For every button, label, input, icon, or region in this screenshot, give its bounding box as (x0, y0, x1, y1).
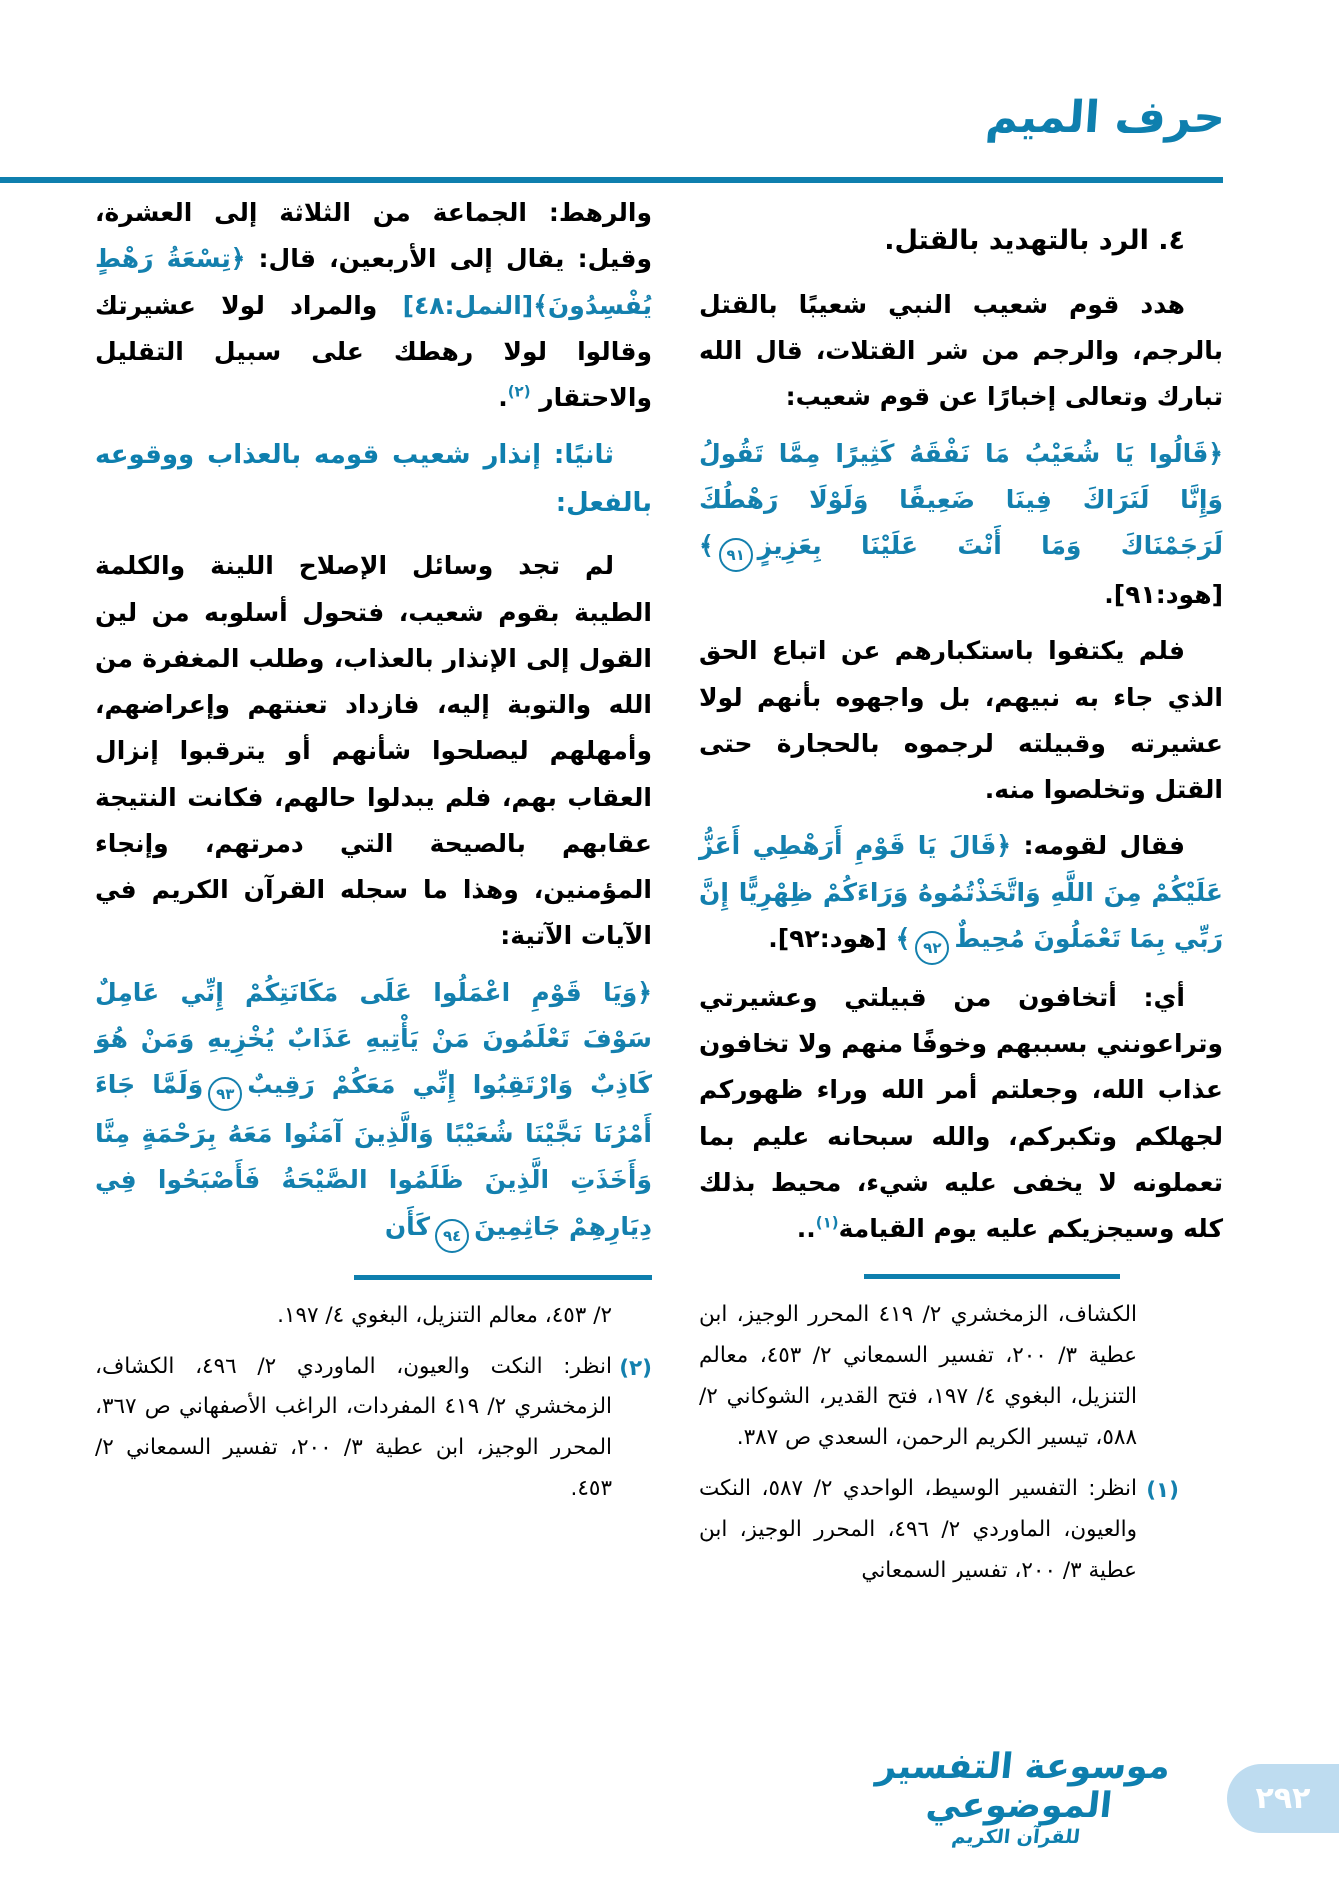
footnote (699, 1469, 1223, 1592)
quran-verse-hud-91 (699, 431, 1223, 619)
footnote-continuation (95, 1296, 652, 1337)
verse-intro: فقال لقومه: (1011, 831, 1185, 861)
verse-text: كَأَن (384, 1211, 431, 1241)
header-rule (0, 177, 1223, 183)
paragraph (699, 282, 1223, 421)
paragraph-text: لم تجد وسائل الإصلاح اللينة والكلمة الطيبة بقوم شعيب، فتحول أسلوبه من لين القول إلى الإنذار بالعذاب، وطلب المغفرة من الله والتوبة إليه، فازداد تعنتهم وإعراضهم، وأمهلهم ليصلحوا شأنهم أو يترقبوا إنزال العقاب بهم، فلم يبدلوا حالهم، فكانت النتيجة عقابهم بالصيحة التي دمرتهم، وإنجاء المؤمنين، وهذا ما سجله القرآن الكريم في الآيات الآتية: (95, 551, 652, 951)
ayah-number-badge: ٩٤ (435, 1219, 469, 1253)
footnote-block (95, 1275, 652, 1510)
paragraph-tail: . (498, 383, 508, 412)
footnote-block (699, 1274, 1223, 1591)
footnote-marker: (٢) (619, 1355, 652, 1381)
paragraph-tail: .. (796, 1214, 816, 1244)
footnote-text: انظر: النكت والعيون، الماوردي ٢/ ٤٩٦، الكشاف، الزمخشري ٢/ ٤١٩ المفردات، الراغب الأصفهاني ص ٣٦٧، المحرر الوجيز، ابن عطية ٣/ ٢٠٠، تفسير السمعاني ٢/ ٤٥٣. (95, 1353, 613, 1502)
verse-text: ﴿قَالُوا يَا شُعَيْبُ مَا نَفْقَهُ كَثِيرًا مِمَّا تَقُولُ وَإِنَّا لَنَرَاكَ فِينَا ضَعِيفًا وَلَوْلَا رَهْطُكَ لَرَجَمْنَاكَ وَمَا أَنْتَ عَلَيْنَا بِعَزِيزٍ (699, 438, 1223, 561)
footnote-reference-marker: (٢) (507, 382, 531, 401)
inline-verse-naml-48: ﴿تِسْعَةُ رَهْطٍ يُفْسِدُونَ﴾ (95, 244, 652, 320)
publisher-logo (834, 1748, 1206, 1848)
footnote-reference-marker: (١) (815, 1213, 839, 1232)
numbered-heading: ٤. الرد بالتهديد بالقتل. (884, 225, 1185, 256)
footnote-text: ٢/ ٤٥٣، معالم التنزيل، البغوي ٤/ ١٩٧. (277, 1302, 612, 1328)
section-heading-secondly: ثانيًا: إنذار شعيب قومه بالعذاب ووقوعه بالفعل: (95, 440, 652, 519)
footnote-text: انظر: التفسير الوسيط، الواحدي ٢/ ٥٨٧، النكت والعيون، الماوردي ٢/ ٤٩٦، المحرر الوجيز، ابن عطية ٣/ ٢٠٠، تفسير السمعاني (699, 1475, 1137, 1583)
paragraph (95, 543, 652, 959)
paragraph-text: أي: أتخافون من قبيلتي وعشيرتي وتراعونني بسببهم وخوفًا منهم ولا تخافون عذاب الله، وجعلتم أمر الله وراء ظهوركم لجهلكم وتكبركم، والله سبحانه عليم بما تعملونه لا يخفى عليه شيء، محيط بذلك كله وسيجزيكم عليه يوم القيامة (699, 982, 1223, 1244)
verse-text: ﴿قَالَ يَا قَوْمِ أَرَهْطِي أَعَزُّ عَلَيْكُمْ مِنَ اللَّهِ وَاتَّخَذْتُمُوهُ وَرَاءَكُمْ ظِهْرِيًّا إِنَّ رَبِّي بِمَا تَعْمَلُونَ مُحِيطٌ (699, 831, 1223, 953)
paragraph-text: هدد قوم شعيب النبي شعيبًا بالقتل بالرجم، والرجم من شر القتلات، قال الله تبارك وتعالى إخبارًا عن قوم شعيب: (699, 289, 1223, 412)
footnote (95, 1347, 652, 1510)
verse-text: ﴿وَيَا قَوْمِ اعْمَلُوا عَلَى مَكَانَتِكُمْ إِنِّي عَامِلٌ سَوْفَ تَعْلَمُونَ مَنْ يَأْتِيهِ عَذَابٌ يُخْزِيهِ وَمَنْ هُوَ كَاذِبٌ وَارْتَقِبُوا إِنِّي مَعَكُمْ رَقِيبٌ (95, 977, 653, 1100)
verse-reference: [النمل:٤٨] (402, 290, 534, 320)
column-left (95, 190, 652, 1520)
paragraph-text: فلم يكتفوا باستكبارهم عن اتباع الحق الذي جاء به نبيهم، بل واجهوه بأنهم لولا عشيرته وقبيلته لرجموه بالحجارة حتى القتل وتخلصوا منه. (699, 636, 1223, 805)
footnote-divider (354, 1275, 652, 1280)
quran-verse-hud-92 (699, 823, 1223, 965)
paragraph (699, 975, 1223, 1253)
verse-close-bracket: ﴾ (895, 923, 911, 953)
paragraph (95, 190, 652, 421)
paragraph-text: والرهط: الجماعة من الثلاثة إلى العشرة، وقيل: يقال إلى الأربعين، قال: (95, 198, 653, 274)
logo-subtitle: للقرآن الكريم (950, 1826, 1082, 1849)
verse-reference: [هود:٩٢]. (768, 923, 896, 953)
verse-reference: [هود:٩١]. (1104, 580, 1223, 610)
verse-close-bracket: ﴾ (699, 531, 714, 561)
footnote-divider (864, 1274, 1120, 1279)
verse-text: وَلَمَّا جَاءَ أَمْرُنَا نَجَّيْنَا شُعَيْبًا وَالَّذِينَ آمَنُوا مَعَهُ بِرَحْمَةٍ مِنَّا وَأَخَذَتِ الَّذِينَ ظَلَمُوا الصَّيْحَةُ فَأَصْبَحُوا فِي دِيَارِهِمْ جَاثِمِينَ (95, 1070, 652, 1241)
paragraph-text: والمراد لولا عشيرتك وقالوا لولا رهطك على سبيل التقليل والاحتقار (95, 290, 652, 412)
ayah-number-badge: ٩١ (719, 538, 753, 572)
ayah-number-badge: ٩٢ (915, 931, 949, 965)
paragraph (699, 628, 1223, 813)
quran-verse-hud-93-95 (95, 970, 652, 1253)
page-number-badge: ٢٩٢ (1227, 1764, 1339, 1833)
footnote-continuation (699, 1295, 1223, 1458)
footnote-marker: (١) (1146, 1477, 1179, 1503)
logo-title: موسوعة التفسير الموضوعي (874, 1747, 1173, 1826)
ayah-number-badge: ٩٣ (208, 1077, 242, 1111)
chapter-header-title: حرف الميم (984, 92, 1227, 143)
column-right (699, 212, 1223, 1601)
footnote-text: الكشاف، الزمخشري ٢/ ٤١٩ المحرر الوجيز، ابن عطية ٣/ ٢٠٠، تفسير السمعاني ٢/ ٤٥٣، معالم التنزيل، البغوي ٤/ ١٩٧، فتح القدير، الشوكاني ٢/ ٥٨٨، تيسير الكريم الرحمن، السعدي ص ٣٨٧. (699, 1302, 1138, 1450)
